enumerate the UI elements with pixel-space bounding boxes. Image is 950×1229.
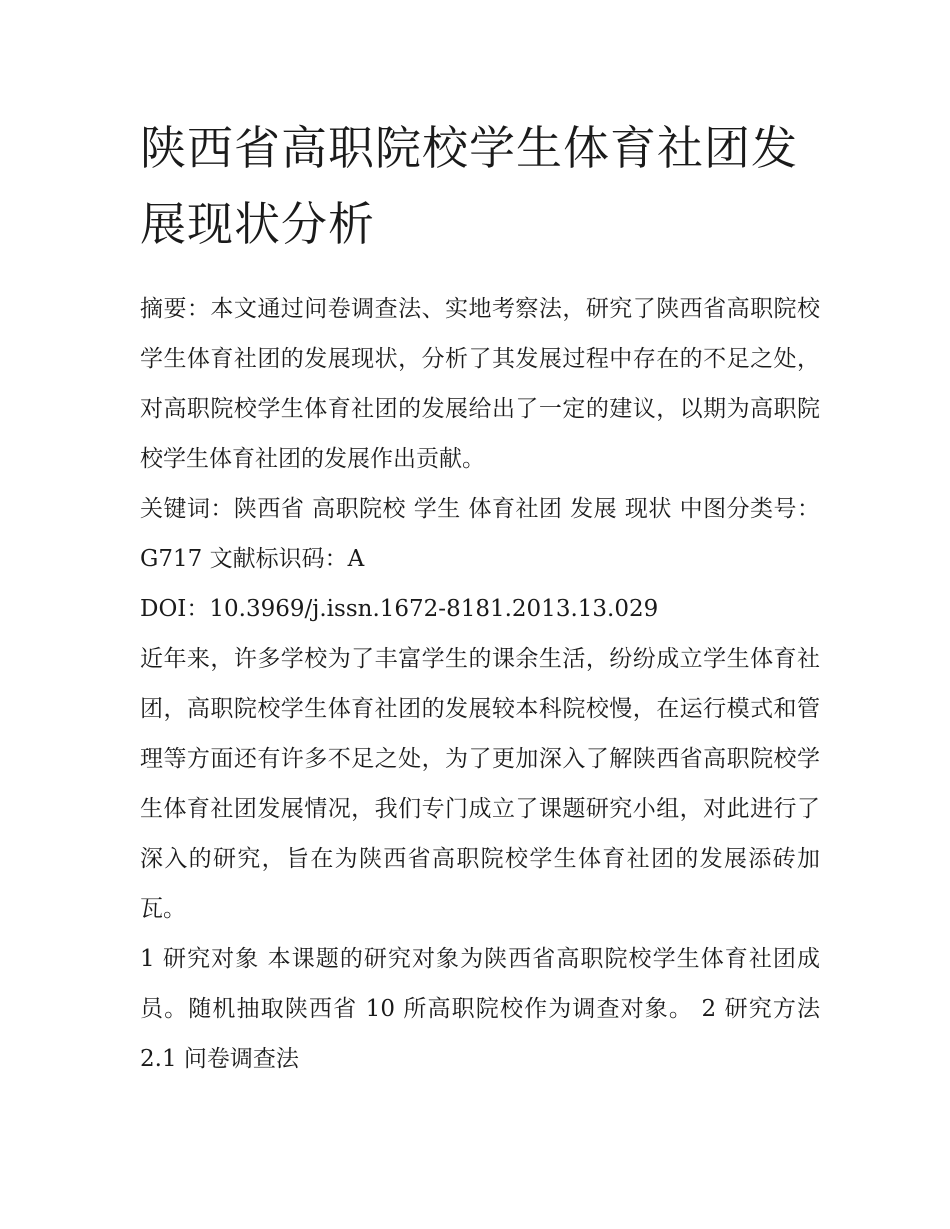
abstract-paragraph: 摘要：本文通过问卷调查法、实地考察法，研究了陕西省高职院校学生体育社团的发展现状，分析了其发展过程中存在的不足之处，对高职院校学生体育社团的发展给出了一定的建议，以期为高职院校学生体育社团的发展作出贡献。	[140, 296, 820, 472]
keywords-paragraph: 关键词：陕西省 高职院校 学生 体育社团 发展 现状 中图分类号：G717 文献标识码：A	[140, 496, 820, 572]
doi-line: DOI：10.3969/j.issn.1672-8181.2013.13.029	[140, 596, 659, 622]
section-1-paragraph: 1 研究对象 本课题的研究对象为陕西省高职院校学生体育社团成员。随机抽取陕西省 10 所高职院校作为调查对象。 2 研究方法 2.1 问卷调查法	[140, 946, 820, 1072]
document-title: 陕西省高职院校学生体育社团发展现状分析	[140, 121, 798, 251]
intro-paragraph: 近年来，许多学校为了丰富学生的课余生活，纷纷成立学生体育社团，高职院校学生体育社团的发展较本科院校慢，在运行模式和管理等方面还有许多不足之处，为了更加深入了解陕西省高职院校学生体育社团发展情况，我们专门成立了课题研究小组，对此进行了深入的研究，旨在为陕西省高职院校学生体育社团的发展添砖加瓦。	[140, 646, 820, 922]
document-page	[140, 110, 820, 1084]
